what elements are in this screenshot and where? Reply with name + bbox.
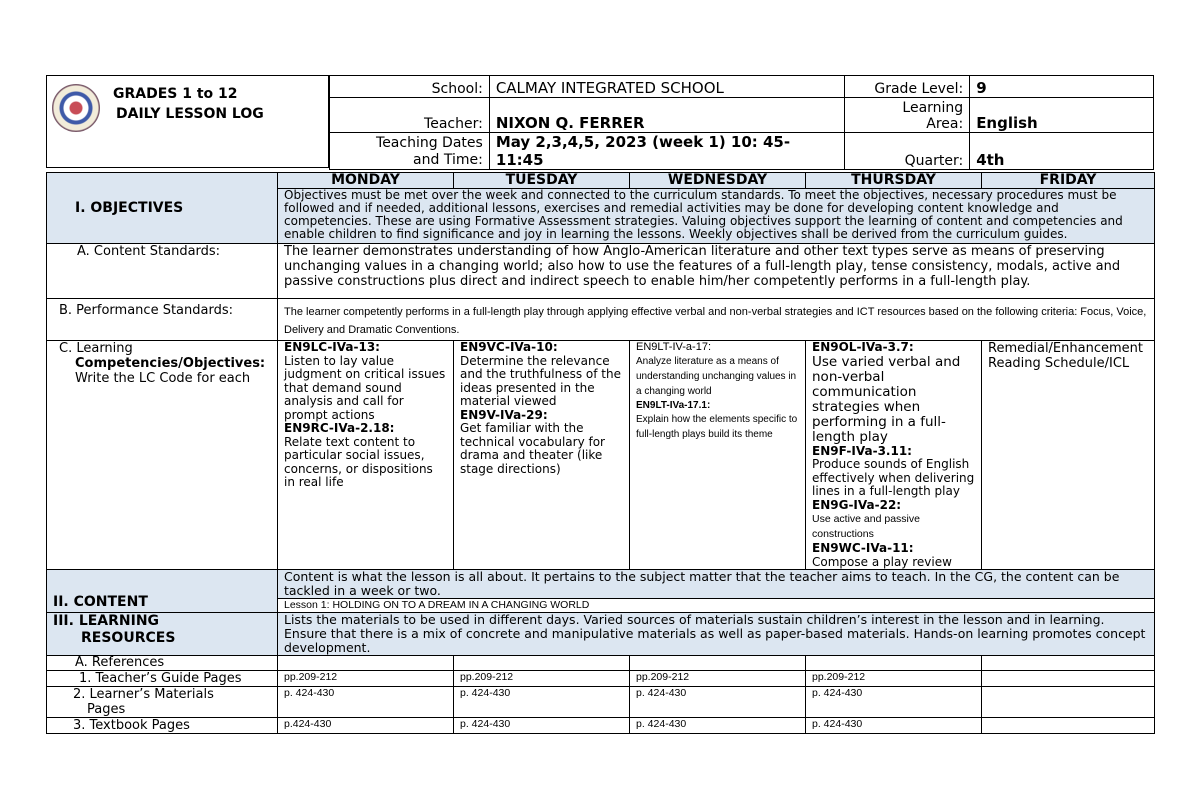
objectives-description: Objectives must be met over the week and connected to the curriculum standards. To meet the objectives, necessary procedures must be followed and if needed, additional lessons, exercises and remedial activities may be done for developing content knowledge and competencies. These are using Formative Assessment strategies. Valuing objectives support the learning of content and competencies and enable children to find significance and joy in learning the lessons. Weekly objectives shall be derived from the curriculum guides. <box>278 189 1155 244</box>
competencies-tuesday <box>454 341 630 570</box>
learning-competencies-label-line1: C. Learning <box>59 341 133 356</box>
learning-resources-label <box>47 613 278 656</box>
textbook-pages-friday <box>982 718 1155 734</box>
learners-materials-monday: p. 424-430 <box>278 687 454 718</box>
learning-area-label-line1: Learning <box>902 100 964 116</box>
competencies-thursday <box>806 341 982 570</box>
learning-area-label <box>845 98 970 133</box>
learning-area-label-line2: Area: <box>926 116 964 132</box>
learners-materials-thursday: p. 424-430 <box>806 687 982 718</box>
tuesday-code-2: EN9V-IVa-29: <box>460 407 548 422</box>
textbook-pages-tuesday: p. 424-430 <box>454 718 630 734</box>
day-header-thursday: THURSDAY <box>806 173 982 189</box>
teaching-dates-label-line2: and Time: <box>413 152 483 168</box>
wednesday-text-2: Explain how the elements specific to full-length plays build its theme <box>636 414 798 440</box>
references-tuesday <box>454 656 630 671</box>
thursday-text-2: Produce sounds of English effectively when delivering lines in a full-length play <box>812 457 975 498</box>
references-monday <box>278 656 454 671</box>
day-header-wednesday: WEDNESDAY <box>630 173 806 189</box>
monday-text-1: Listen to lay value judgment on critical issues that demand sound analysis and call for prompt actions <box>284 353 446 422</box>
learners-materials-tuesday: p. 424-430 <box>454 687 630 718</box>
performance-standards-text: The learner competently performs in a full-length play through applying effective verbal and non-verbal strategies and ICT resources based on the following criteria: Focus, Voice, Delivery and Dramatic Conventions. <box>278 299 1155 341</box>
competencies-monday <box>278 341 454 570</box>
references-label: A. References <box>47 656 278 671</box>
learners-materials-label <box>47 687 278 718</box>
competencies-wednesday <box>630 341 806 570</box>
grade-level-label: Grade Level: <box>845 76 970 98</box>
learning-resources-label-line2: RESOURCES <box>81 630 176 646</box>
thursday-code-4: EN9WC-IVa-11: <box>812 541 914 555</box>
textbook-pages-label: 3. Textbook Pages <box>47 718 278 734</box>
thursday-text-4: Compose a play review <box>812 554 952 569</box>
monday-text-2: Relate text content to particular social issues, concerns, or dispositions in real life <box>284 434 433 489</box>
thursday-code-3: EN9G-IVa-22: <box>812 497 902 512</box>
title-grades: GRADES 1 to 12 <box>113 86 238 102</box>
learning-competencies-label-line2: Competencies/Objectives: <box>75 356 266 371</box>
teachers-guide-monday: pp.209-212 <box>278 671 454 687</box>
tuesday-text-1: Determine the relevance and the truthfulness of the ideas presented in the material viewed <box>460 353 621 408</box>
competencies-friday: Remedial/Enhancement Reading Schedule/ICL <box>982 341 1155 570</box>
grade-level-value: 9 <box>970 76 1154 98</box>
references-friday <box>982 656 1155 671</box>
learners-materials-label-line1: 2. Learner’s Materials <box>73 687 214 702</box>
learners-materials-label-line2: Pages <box>87 702 126 717</box>
teaching-dates-value-line1: May 2,3,4,5, 2023 (week 1) 10: 45- <box>495 133 791 151</box>
day-header-friday: FRIDAY <box>982 173 1155 189</box>
learners-materials-friday <box>982 687 1155 718</box>
wednesday-text-1: Analyze literature as a means of understanding unchanging values in a changing world <box>636 356 797 397</box>
school-value: CALMAY INTEGRATED SCHOOL <box>489 76 844 98</box>
learners-materials-wednesday: p. 424-430 <box>630 687 806 718</box>
content-description: Content is what the lesson is all about. It pertains to the subject matter that the teacher aims to teach. In the CG, the content can be tackled in a week or two. <box>278 570 1155 599</box>
thursday-code-2: EN9F-IVa-3.11: <box>812 443 912 458</box>
tuesday-text-2: Get familiar with the technical vocabulary for drama and theater (like stage directions) <box>460 421 605 476</box>
quarter-label: Quarter: <box>845 133 970 170</box>
teacher-label: Teacher: <box>330 98 490 133</box>
day-header-monday: MONDAY <box>278 173 454 189</box>
monday-code-2: EN9RC-IVa-2.18: <box>284 421 395 435</box>
school-label: School: <box>330 76 490 98</box>
lesson-title: Lesson 1: HOLDING ON TO A DREAM IN A CHANGING WORLD <box>278 599 1155 613</box>
teachers-guide-tuesday: pp.209-212 <box>454 671 630 687</box>
thursday-text-1: Use varied verbal and non-verbal communication strategies when performing in a full-length play <box>812 353 961 445</box>
wednesday-code-1: EN9LT-IV-a-17: <box>636 341 711 353</box>
content-label: II. CONTENT <box>47 570 278 613</box>
learning-resources-description: Lists the materials to be used in different days. Varied sources of materials sustain children’s interest in the lesson and in learning. Ensure that there is a mix of concrete and manipulative materials as well as paper-based materials. Hands-on learning promotes concept development. <box>278 613 1155 656</box>
teachers-guide-friday <box>982 671 1155 687</box>
thursday-text-3: Use active and passive constructions <box>812 513 920 540</box>
teachers-guide-wednesday: pp.209-212 <box>630 671 806 687</box>
teachers-guide-thursday: pp.209-212 <box>806 671 982 687</box>
quarter-value: 4th <box>970 133 1154 170</box>
deped-seal-icon <box>52 84 100 132</box>
performance-standards-label: B. Performance Standards: <box>47 299 278 341</box>
content-standards-text: The learner demonstrates understanding of how Anglo-American literature and other text types serve as means of preserving unchanging values in a changing world; also how to use the features of a full-length play, tense consistency, modals, active and passive constructions plus direct and indirect speech to enable him/her competently performs in a full-length play. <box>278 244 1155 299</box>
title-daily-lesson-log: DAILY LESSON LOG <box>116 106 264 122</box>
monday-code-1: EN9LC-IVa-13: <box>284 340 380 354</box>
textbook-pages-monday: p.424-430 <box>278 718 454 734</box>
day-header-tuesday: TUESDAY <box>454 173 630 189</box>
teaching-dates-value <box>489 133 844 170</box>
textbook-pages-wednesday: p. 424-430 <box>630 718 806 734</box>
teacher-value: NIXON Q. FERRER <box>489 98 844 133</box>
textbook-pages-thursday: p. 424-430 <box>806 718 982 734</box>
references-wednesday <box>630 656 806 671</box>
learning-competencies-label-line3: Write the LC Code for each <box>75 371 251 386</box>
teaching-dates-label-line1: Teaching Dates <box>376 135 483 151</box>
lesson-log-table <box>46 172 1155 734</box>
objectives-label: I. OBJECTIVES <box>47 173 278 244</box>
learning-resources-label-line1: III. LEARNING <box>53 613 160 629</box>
content-standards-label: A. Content Standards: <box>47 244 278 299</box>
teaching-dates-label <box>330 133 490 170</box>
header-info-table <box>329 75 1154 170</box>
teaching-dates-value-line2: 11:45 <box>495 151 544 169</box>
references-thursday <box>806 656 982 671</box>
wednesday-code-2: EN9LT-IVa-17.1: <box>636 400 711 411</box>
learning-competencies-label <box>47 341 278 570</box>
tuesday-code-1: EN9VC-IVa-10: <box>460 340 558 354</box>
learning-area-value: English <box>970 98 1154 133</box>
thursday-code-1: EN9OL-IVa-3.7: <box>812 340 914 354</box>
teachers-guide-label: 1. Teacher’s Guide Pages <box>47 671 278 687</box>
